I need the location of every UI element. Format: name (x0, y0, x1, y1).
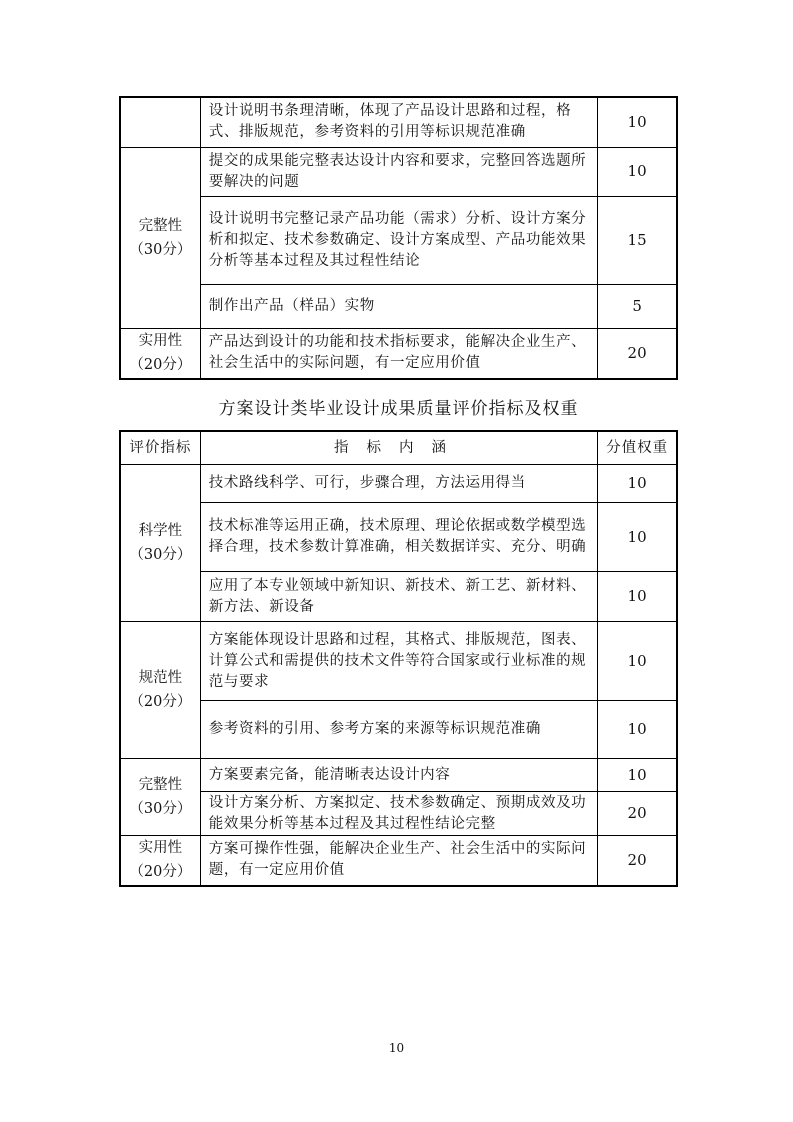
table-row (120, 196, 677, 284)
category-points: （30分） (129, 241, 192, 258)
category-cell-practicality (120, 328, 200, 379)
header-content: 指标内涵 (200, 431, 597, 465)
category-cell-practicality (120, 836, 200, 886)
content-cell: 提交的成果能完整表达设计内容和要求，完整回答选题所要解决的问题 (200, 147, 597, 196)
score-cell: 10 (598, 759, 677, 792)
score-cell: 20 (598, 836, 677, 886)
score-cell: 10 (598, 701, 677, 759)
content-cell: 应用了本专业领域中新知识、新技术、新工艺、新材料、新方法、新设备 (200, 572, 597, 622)
table-continued (119, 96, 678, 380)
table-row (120, 572, 677, 622)
category-points: （20分） (129, 357, 192, 374)
category-points: （30分） (129, 547, 192, 563)
table-row (120, 836, 677, 886)
category-cell-completeness (120, 147, 200, 328)
table-row (120, 701, 677, 759)
content-cell: 方案能体现设计思路和过程，其格式、排版规范，图表、计算公式和需提供的技术文件等符合国家或行业标准的规范与要求 (200, 622, 597, 701)
table-row (120, 622, 677, 701)
table-header-row (120, 431, 677, 465)
table-row (120, 759, 677, 792)
content-cell: 技术标准等运用正确，技术原理、理论依据或数学模型选择合理，技术参数计算准确，相关数据详实、充分、明确 (200, 503, 597, 572)
category-cell-empty (120, 97, 200, 147)
content-cell: 制作出产品（样品）实物 (200, 284, 597, 328)
header-indicator: 评价指标 (120, 431, 200, 465)
category-cell-normativity (120, 622, 200, 759)
table-row (120, 503, 677, 572)
score-cell: 10 (598, 503, 677, 572)
category-points: （20分） (129, 864, 192, 881)
category-name: 规范性 (138, 670, 183, 686)
content-cell: 方案可操作性强，能解决企业生产、社会生活中的实际问题，有一定应用价值 (200, 836, 597, 886)
content-cell: 设计说明书条理清晰，体现了产品设计思路和过程，格式、排版规范，参考资料的引用等标识规范准确 (200, 97, 597, 147)
category-name: 完整性 (138, 217, 183, 234)
category-name: 实用性 (138, 333, 183, 350)
content-cell: 方案要素完备，能清晰表达设计内容 (200, 759, 597, 792)
category-cell-scientific (120, 465, 200, 622)
table-row (120, 465, 677, 503)
category-name: 科学性 (138, 523, 183, 539)
category-points: （30分） (129, 801, 192, 817)
table-row (120, 328, 677, 379)
content-cell: 技术路线科学、可行，步骤合理，方法运用得当 (200, 465, 597, 503)
page-number: 10 (388, 1041, 405, 1055)
category-cell-completeness (120, 759, 200, 836)
evaluation-table (119, 430, 678, 887)
content-cell: 参考资料的引用、参考方案的来源等标识规范准确 (200, 701, 597, 759)
score-cell: 10 (598, 622, 677, 701)
score-cell: 10 (598, 147, 677, 196)
table-title: 方案设计类毕业设计成果质量评价指标及权重 (218, 399, 579, 419)
category-points: （20分） (129, 694, 192, 710)
score-cell: 15 (598, 196, 677, 284)
table-row (120, 97, 677, 147)
content-cell: 设计说明书完整记录产品功能（需求）分析、设计方案分析和拟定、技术参数确定、设计方案成型、产品功能效果分析等基本过程及其过程性结论 (200, 196, 597, 284)
score-cell: 20 (598, 328, 677, 379)
category-name: 实用性 (138, 840, 183, 857)
score-cell: 10 (598, 97, 677, 147)
score-cell: 10 (598, 572, 677, 622)
score-cell: 20 (598, 792, 677, 836)
score-cell: 10 (598, 465, 677, 503)
table-row (120, 147, 677, 196)
content-cell: 产品达到设计的功能和技术指标要求，能解决企业生产、社会生活中的实际问题，有一定应用价值 (200, 328, 597, 379)
table-row (120, 792, 677, 836)
table-row (120, 284, 677, 328)
header-weight: 分值权重 (598, 431, 677, 465)
content-cell: 设计方案分析、方案拟定、技术参数确定、预期成效及功能效果分析等基本过程及其过程性结论完整 (200, 792, 597, 836)
score-cell: 5 (598, 284, 677, 328)
category-name: 完整性 (138, 777, 183, 793)
